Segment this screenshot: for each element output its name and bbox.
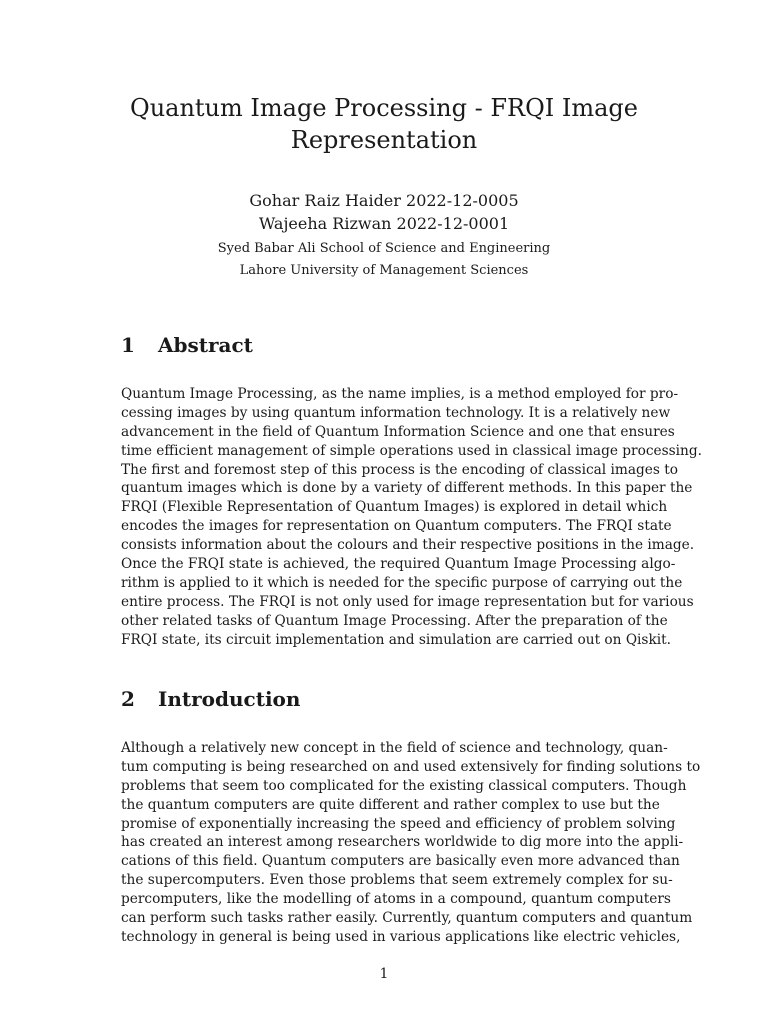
affiliation-school: Syed Babar Ali School of Science and Engineering [217, 241, 551, 256]
text-line: cations of this field. Quantum computers are basically even more advanced than [121, 853, 680, 870]
section-number: 1 [121, 333, 135, 357]
text-line: entire process. The FRQI is not only used for image representation but for various [121, 593, 694, 610]
text-line: promise of exponentially increasing the speed and efficiency of problem solving [121, 815, 676, 832]
affiliation-university: Lahore University of Management Sciences [239, 263, 529, 278]
text-line: Once the FRQI state is achieved, the required Quantum Image Processing algo- [121, 556, 676, 573]
text-line: rithm is applied to it which is needed for the specific purpose of carrying out the [121, 574, 683, 591]
text-line: FRQI (Flexible Representation of Quantum Images) is explored in detail which [121, 499, 668, 516]
text-line: Quantum Image Processing, as the name implies, is a method employed for pro- [121, 386, 679, 402]
title-line-2: Representation [290, 126, 478, 154]
text-line: advancement in the field of Quantum Information Science and one that ensures [121, 423, 675, 440]
abstract-paragraph [121, 385, 702, 649]
section-heading-abstract [121, 332, 253, 358]
section-title: Introduction [158, 687, 301, 711]
text-line: consists information about the colours and their respective positions in the image. [121, 537, 695, 554]
title-line-1: Quantum Image Processing - FRQI Image [130, 94, 638, 122]
text-line: FRQI state, its circuit implementation and simulation are carried out on Qiskit. [121, 631, 671, 648]
author-2: Wajeeha Rizwan 2022-12-0001 [258, 214, 510, 233]
author-1: Gohar Raiz Haider 2022-12-0005 [249, 191, 519, 210]
text-line: time efficient management of simple operations used in classical image processing. [121, 442, 702, 459]
text-line: other related tasks of Quantum Image Processing. After the preparation of the [121, 612, 668, 629]
paper-title [120, 92, 648, 156]
section-title: Abstract [158, 333, 253, 357]
text-line: cessing images by using quantum information technology. It is a relatively new [121, 404, 671, 421]
text-line: the quantum computers are quite different and rather complex to use but the [121, 796, 660, 813]
page-number: 1 [379, 966, 389, 982]
introduction-paragraph [121, 739, 701, 947]
text-line: can perform such tasks rather easily. Currently, quantum computers and quantum [121, 910, 693, 927]
text-line: quantum images which is done by a variety of different methods. In this paper the [121, 480, 693, 497]
text-line: The first and foremost step of this process is the encoding of classical images to [121, 461, 678, 478]
text-line: technology in general is being used in various applications like electric vehicles, [121, 928, 681, 945]
text-line: percomputers, like the modelling of atoms in a compound, quantum computers [121, 891, 671, 908]
author-block [120, 189, 648, 282]
text-line: tum computing is being researched on and used extensively for finding solutions to [121, 758, 701, 775]
text-line: problems that seem too complicated for the existing classical computers. Though [121, 777, 687, 794]
text-line: the supercomputers. Even those problems that seem extremely complex for su- [121, 872, 673, 889]
section-heading-introduction [121, 686, 300, 712]
text-line: encodes the images for representation on Quantum computers. The FRQI state [121, 518, 672, 535]
section-number: 2 [121, 687, 135, 711]
text-line: has created an interest among researchers worldwide to dig more into the appli- [121, 834, 684, 851]
text-line: Although a relatively new concept in the field of science and technology, quan- [121, 740, 668, 756]
